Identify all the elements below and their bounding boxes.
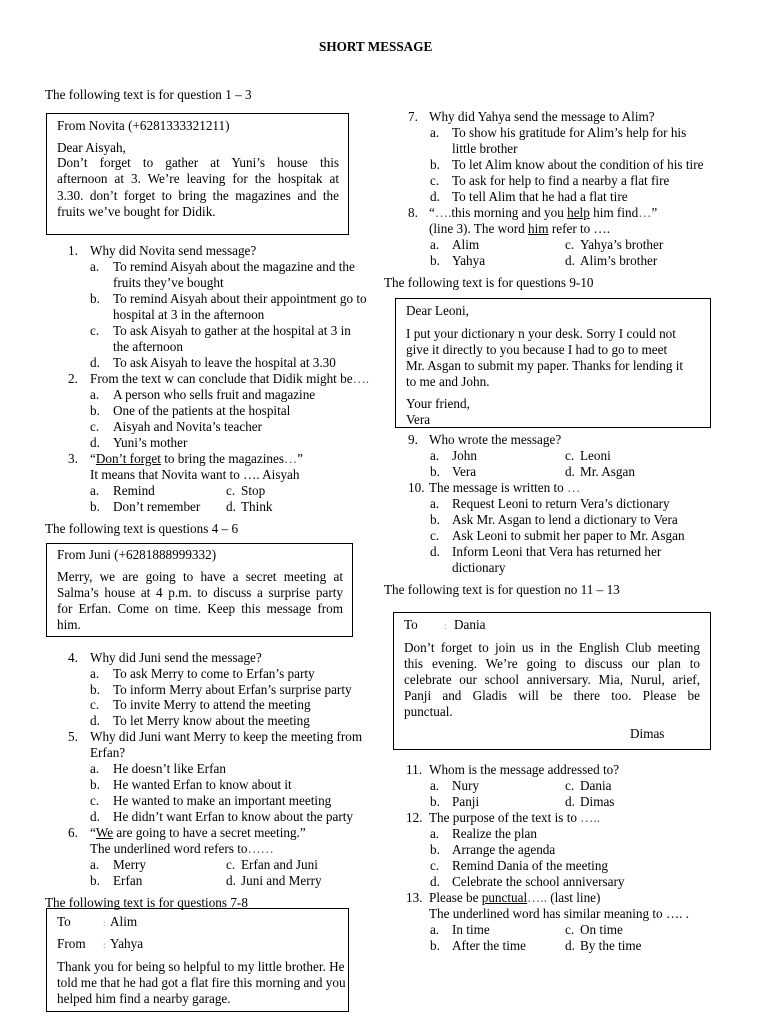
message-closing: Your friend, [406,396,470,411]
option-letter: d. [90,713,100,728]
message-line: fruits we’ve bought for Didik. [57,204,216,219]
option-text: Yahya [452,253,486,268]
question-text: Why did Juni want Merry to keep the meeting from [90,729,363,744]
message-box-dimas [393,612,711,750]
option-text: Yuni’s mother [113,435,188,450]
page-title: SHORT MESSAGE [319,39,433,54]
colon: : [103,940,106,950]
option-text: Panji [452,794,480,809]
message-box-juni [46,543,353,637]
question-text: Why did Yahya send the message to Alim? [429,109,655,124]
option-letter: c. [90,793,100,808]
option-text: He doesn’t like Erfan [113,761,226,776]
message-line: Don’t forget to gather at Yuni’s house this [57,155,339,170]
option-text: little brother [452,141,518,156]
question-number: 10. [408,480,425,495]
option-text: He wanted Erfan to know about it [113,777,292,792]
option-letter: a. [430,496,440,511]
option-letter: c. [90,419,100,434]
question-text: The purpose of the text is to ….. [429,810,601,825]
option-text: Dania [580,778,612,793]
message-box-vera [395,298,711,428]
option-letter: d. [90,435,100,450]
option-text: Aisyah and Novita’s teacher [113,419,263,434]
message-line: I put your dictionary n your desk. Sorry I could not [406,326,676,341]
option-letter: d. [226,873,236,888]
option-text: dictionary [452,560,506,575]
question-number: 7. [408,109,418,124]
option-text: Celebrate the school anniversary [452,874,625,889]
option-letter: a. [90,387,100,402]
message-box-yahya [46,908,349,1012]
option-text: To let Merry know about the meeting [113,713,310,728]
option-text: John [452,448,477,463]
question-text: (line 3). The word him refer to …. [429,221,611,236]
option-text: To inform Merry about Erfan’s surprise party [113,682,352,697]
option-text: Inform Leoni that Vera has returned her [452,544,662,559]
question-text: Please be punctual….. (last line) [429,890,601,905]
option-letter: c. [565,778,575,793]
question-number: 1. [68,243,78,258]
option-text: Juni and Merry [241,873,322,888]
option-letter: b. [90,291,100,306]
option-text: Think [241,499,273,514]
option-text: To remind Aisyah about their appointment go to [113,291,367,306]
option-text: To ask Aisyah to leave the hospital at 3.30 [113,355,336,370]
option-letter: d. [565,794,575,809]
option-letter: b. [90,682,100,697]
message-line: to me and John. [406,374,490,389]
question-number: 6. [68,825,78,840]
option-letter: a. [90,483,100,498]
option-letter: c. [565,448,575,463]
question-text: Whom is the message addressed to? [429,762,620,777]
option-letter: d. [565,464,575,479]
message-box-novita [46,113,349,235]
colon: : [444,621,447,631]
option-letter: a. [430,448,440,463]
message-to-label: To [57,914,71,929]
option-text: After the time [452,938,526,953]
option-text: Alim’s brother [580,253,658,268]
section-intro-7-8: The following text is for questions 7-8 [45,895,248,910]
question-number: 8. [408,205,418,220]
message-line: afternoon at 3. We’re leaving for the hospitak at [57,171,339,186]
question-number: 12. [406,810,423,825]
option-text: To ask for help to find a nearby a flat fire [452,173,670,188]
question-number: 11. [406,762,422,777]
question-text: Who wrote the message? [429,432,562,447]
message-sender: From Juni (+6281888999332) [57,547,217,562]
option-letter: a. [90,259,100,274]
section-intro-1-3: The following text is for question 1 – 3 [45,87,252,102]
option-letter: b. [430,253,440,268]
option-text: To remind Aisyah about the magazine and the [113,259,355,274]
message-sender: From Novita (+6281333321211) [57,118,230,133]
question-number: 13. [406,890,423,905]
message-to-value: Alim [110,914,138,929]
option-text: hospital at 3 in the afternoon [113,307,265,322]
question-number: 5. [68,729,78,744]
option-text: Vera [452,464,477,479]
message-line: celebrate our school anniversary. Mia, Nurul, arief, [404,672,700,687]
option-text: Remind Dania of the meeting [452,858,609,873]
option-letter: c. [430,173,440,188]
option-letter: c. [90,697,100,712]
question-number: 9. [408,432,418,447]
option-text: Don’t remember [113,499,201,514]
option-text: Dimas [580,794,615,809]
option-letter: a. [430,922,440,937]
option-text: To ask Merry to come to Erfan’s party [113,666,315,681]
option-text: Erfan and Juni [241,857,318,872]
option-text: Request Leoni to return Vera’s dictionary [452,496,670,511]
message-greeting: Dear Aisyah, [57,140,126,155]
option-text: Alim [452,237,480,252]
question-text: Why did Juni send the message? [90,650,262,665]
message-line: give it directly to you because I had to go to meet [406,342,668,357]
message-to-label: To [404,617,418,632]
option-text: fruits they’ve bought [113,275,224,290]
option-letter: a. [430,125,440,140]
option-text: Ask Leoni to submit her paper to Mr. Asgan [452,528,685,543]
question-number: 3. [68,451,78,466]
option-letter: d. [90,809,100,824]
option-text: Stop [241,483,266,498]
option-letter: b. [90,777,100,792]
option-text: Yahya’s brother [580,237,664,252]
option-letter: a. [430,237,440,252]
option-letter: d. [565,253,575,268]
message-line: Mr. Asgan to submit my paper. Thanks for lending it [406,358,684,373]
option-letter: b. [430,842,440,857]
option-letter: c. [226,483,236,498]
question-text: “Don’t forget to bring the magazines…” [90,451,304,466]
option-letter: a. [90,761,100,776]
option-text: On time [580,922,623,937]
option-letter: b. [430,512,440,527]
option-text: To let Alim know about the condition of his tire [452,157,704,172]
colon: : [103,918,106,928]
question-number: 2. [68,371,78,386]
option-letter: a. [430,778,440,793]
option-letter: c. [90,323,100,338]
message-line: Merry, we are going to have a secret meeting at [57,569,343,584]
option-letter: b. [90,403,100,418]
option-letter: b. [430,794,440,809]
message-line: Salma’s house at 4 p.m. to discuss a surprise party [57,585,343,600]
message-to-value: Dania [454,617,486,632]
option-text: Erfan [113,873,143,888]
message-line: Thank you for being so helpful to my little brother. He [57,959,345,974]
message-line: helped him find a nearby garage. [57,991,231,1006]
option-text: Leoni [580,448,611,463]
section-intro-11-13: The following text is for question no 11 – 13 [384,582,620,597]
option-letter: d. [90,355,100,370]
option-text: To ask Aisyah to gather at the hospital at 3 in [113,323,351,338]
option-text: Merry [113,857,146,872]
message-greeting: Dear Leoni, [406,303,469,318]
option-letter: d. [226,499,236,514]
section-intro-4-6: The following text is questions 4 – 6 [45,521,239,536]
option-letter: b. [430,157,440,172]
option-text: By the time [580,938,642,953]
message-line: Don’t forget to join us in the English Club meeting [404,640,700,655]
message-line: this evening. We’re going to discuss our plan to [404,656,700,671]
section-intro-9-10: The following text is for questions 9-10 [384,275,594,290]
message-line: him. [57,617,81,632]
message-line: Panji and Gladis will be there too. Please be [404,688,700,703]
option-text: Mr. Asgan [580,464,635,479]
message-line: told me that he had got a flat fire this morning and you [57,975,346,990]
option-text: A person who sells fruit and magazine [113,387,316,402]
option-letter: d. [565,938,575,953]
option-text: One of the patients at the hospital [113,403,291,418]
option-letter: b. [430,938,440,953]
question-text: “….this morning and you help him find…” [429,205,658,220]
option-letter: c. [430,858,440,873]
option-text: Realize the plan [452,826,537,841]
option-text: To invite Merry to attend the meeting [113,697,311,712]
option-letter: c. [226,857,236,872]
option-letter: b. [430,464,440,479]
question-text: “We are going to have a secret meeting.” [90,825,306,840]
message-signature: Vera [406,412,431,427]
option-letter: b. [90,499,100,514]
message-line: 3.30. don’t forget to bring the magazines and the [57,188,339,203]
option-text: Arrange the agenda [452,842,556,857]
question-text: The underlined word has similar meaning to …. . [429,906,690,921]
question-text: The message is written to … [429,480,581,495]
message-from-label: From [57,936,86,951]
message-from-value: Yahya [110,936,144,951]
option-text: Ask Mr. Asgan to lend a dictionary to Vera [452,512,678,527]
question-text: Erfan? [90,745,126,760]
question-text: It means that Novita want to …. Aisyah [90,467,300,482]
question-number: 4. [68,650,78,665]
option-text: Remind [113,483,155,498]
option-letter: a. [90,666,100,681]
option-letter: d. [430,544,440,559]
option-letter: d. [430,189,440,204]
option-text: Nury [452,778,480,793]
option-letter: a. [430,826,440,841]
message-signature: Dimas [630,726,665,741]
option-letter: a. [90,857,100,872]
question-text: Why did Novita send message? [90,243,257,258]
question-text: The underlined word refers to…… [90,841,274,856]
option-letter: c. [565,922,575,937]
option-text: To tell Alim that he had a flat tire [452,189,628,204]
option-text: To show his gratitude for Alim’s help for his [452,125,687,140]
message-line: for Erfan. Come on time. Keep this message from [57,601,343,616]
option-text: He wanted to make an important meeting [113,793,332,808]
option-text: He didn’t want Erfan to know about the party [113,809,354,824]
option-text: the afternoon [113,339,183,354]
option-letter: b. [90,873,100,888]
option-letter: c. [430,528,440,543]
message-line: punctual. [404,704,453,719]
option-letter: d. [430,874,440,889]
option-letter: c. [565,237,575,252]
question-text: From the text w can conclude that Didik might be…. [90,371,370,386]
option-text: In time [452,922,490,937]
